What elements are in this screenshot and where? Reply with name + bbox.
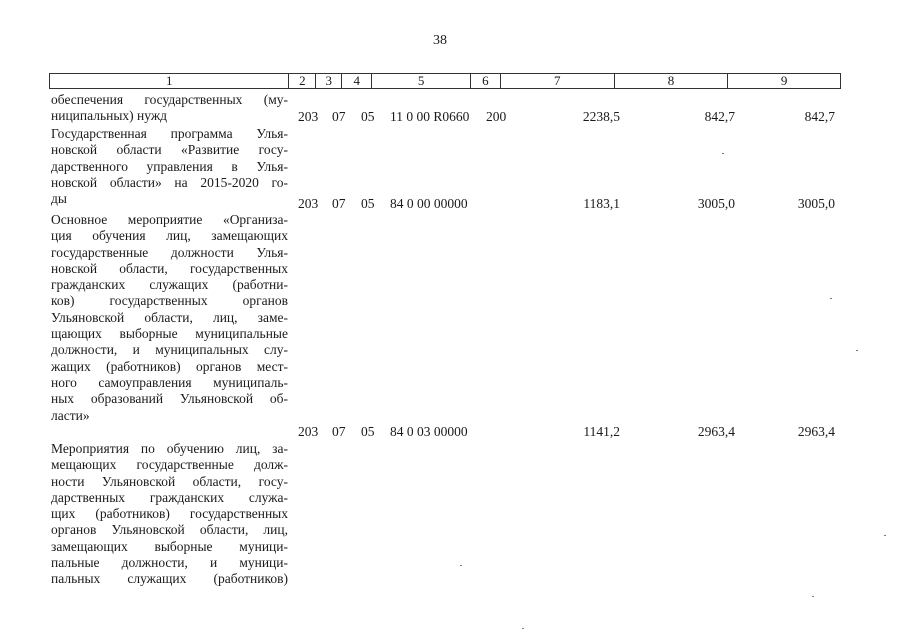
desc-line: ды [51,191,67,207]
row-3-subsection: 05 [361,424,375,439]
scan-speck [812,596,814,597]
row-2-description [51,126,288,207]
header-col-3: 3 [316,74,342,88]
row-3-description [51,212,288,424]
desc-line: щающих выборные муниципальные [51,326,288,342]
scan-speck [460,565,462,566]
desc-line: дарственных гражданских служа- [51,489,288,505]
row-2-subsection: 05 [361,196,375,211]
header-col-9: 9 [780,73,788,88]
desc-line: должности, и муниципальных слу- [51,342,288,358]
row-2-target: 84 0 00 00000 [390,196,468,211]
row-1-amount-9: 842,7 [804,109,835,124]
header-col-2: 2 [289,74,316,88]
row-1-expense-type: 200 [486,109,507,124]
desc-line: ков) государственных органов [51,293,288,309]
header-col-7: 7 [501,74,615,88]
row-2-amount-8: 3005,0 [697,196,735,211]
row-1-target: 11 0 00 R0660 [390,109,470,124]
desc-line: ласти» [51,407,90,423]
desc-line: ция обучения лиц, замещающих [51,228,288,244]
desc-line: органов Ульяновской области, лиц, [51,522,288,538]
table-header [49,73,841,89]
row-1-amount-7: 2238,5 [582,109,620,124]
row-4-description [51,441,288,588]
desc-line: обеспечения государственных (му- [51,92,288,107]
desc-line: Ульяновской области, лиц, заме- [51,309,288,325]
desc-line: пальных служащих (работников) [51,571,288,587]
row-3-amount-7: 1141,2 [583,424,620,439]
desc-line: щих (работников) государственных [51,506,288,522]
desc-line: мещающих государственные долж- [51,457,288,473]
desc-line: жащих (работников) органов мест- [51,358,288,374]
desc-line: ниципальных) нужд [51,108,168,124]
header-col-4: 4 [342,74,372,88]
page-number: 38 [433,33,447,48]
scan-speck [522,628,524,629]
row-1-description [51,92,288,125]
scan-speck [856,350,858,351]
desc-line: новской области «Развитие госу- [51,142,288,158]
desc-line: ности Ульяновской области, госу- [51,473,288,489]
desc-line: дарственного управления в Улья- [51,158,288,174]
desc-line: новской области» на 2015-2020 го- [51,174,288,190]
scan-speck [884,535,886,536]
desc-line: Государственная программа Улья- [51,126,288,141]
row-3-amount-9: 2963,4 [797,424,835,439]
row-2-amount-9: 3005,0 [797,196,835,211]
row-3-section: 07 [332,424,346,439]
row-1-code: 203 [298,109,319,124]
row-2-section: 07 [332,196,346,211]
header-col-1: 1 [50,74,289,88]
scan-speck [722,153,724,154]
desc-line: гражданских служащих (работни- [51,277,288,293]
desc-line: пальные должности, и муници- [51,555,288,571]
desc-line: государственные должности Улья- [51,244,288,260]
row-1-section: 07 [332,109,346,124]
row-3-code: 203 [298,424,319,439]
desc-line: ного самоуправления муниципаль- [51,374,288,390]
scan-speck [830,298,832,299]
header-col-5: 5 [372,74,471,88]
desc-line: Мероприятия по обучению лиц, за- [51,441,288,456]
row-3-amount-8: 2963,4 [697,424,735,439]
desc-line: замещающих выборные муници- [51,538,288,554]
row-1-subsection: 05 [361,109,375,124]
row-1-amount-8: 842,7 [704,109,735,124]
row-2-code: 203 [298,196,319,211]
row-2-amount-7: 1183,1 [583,196,620,211]
desc-line: новской области, государственных [51,260,288,276]
row-3-target: 84 0 03 00000 [390,424,468,439]
header-col-8: 8 [615,74,729,88]
desc-line: Основное мероприятие «Организа- [51,212,288,227]
desc-line: ных образований Ульяновской об- [51,391,288,407]
header-col-6: 6 [471,74,501,88]
